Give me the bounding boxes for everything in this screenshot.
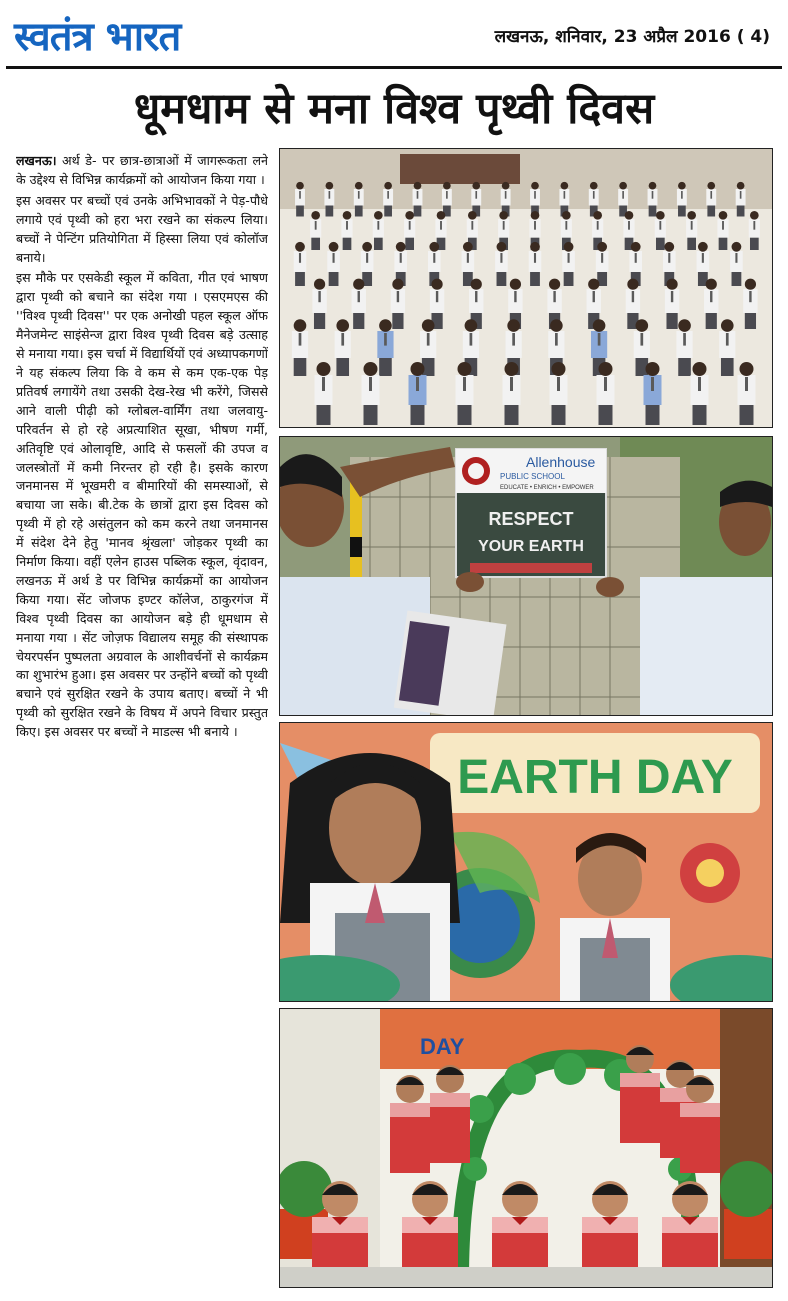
photo-respect-earth-poster [279,436,773,716]
poster-line-2: YOUR EARTH [478,538,584,555]
crowd-student [383,182,393,217]
crowd-student [655,211,666,250]
crowd-student [665,279,679,329]
crowd-student [618,182,628,217]
crowd-student [409,362,427,425]
crowd-student [413,182,423,217]
crowd-student [324,182,334,217]
crowd-student [648,182,658,217]
article-body [16,152,268,1282]
crowd-student [738,362,756,425]
crowd-student [361,242,374,286]
crowd-student [691,362,709,425]
crowd-student [597,362,615,425]
poster-line-1: RESPECT [488,509,574,529]
crowd-student [404,211,415,250]
crowd-student [362,362,380,425]
article-paragraph-3: इस मौके पर एसकेडी स्कूल में कविता, गीत एवं भाषण द्वारा पृथ्वी को बचाने का संदेश गया । एसएमएस की ''विश्व पृथ्वी दिवस'' पर एक अनोखी पहल स्कूल ऑफ मैनेजमेन्ट साइंसेन्ज द्वारा विश्व पृथ्वी दिवस बड़े उत्साह से मनाया गया। इस चर्चा में विद्यार्थियों एवं अध्यापकगणों ने यह संकल्प लिया कि वे कम से कम एक-एक पेड़ प्रतिवर्ष लगायेंगे तथा उसकी देख-रेख भी करेंगे, जिससे आने वाली पीढ़ी को ग्लोबल-वार्मिंग तथा जलवायु-परिवर्तन से हो रहे अप्रत्याशित सूखा, भीषण गर्मी, अतिवृष्टि एवं ओलावृष्टि, आदि से फसलों की उपज व जलस्त्रोतों में कमी निरन्तर हो रही है। इसके कारण जनमानस में भूखमरी व बीमारियों की समस्याओं, से बचाया जा सके। बी.टेक के छात्रों द्वारा इस दिवस को पृथ्वी में हो रहे असंतुलन को कम करने तथा जनमानस में संदेश देने हेतु 'मानव श्रृंखला' जोड़कर पृथ्वी का निर्माण किया। वहीं एलेन हाउस पब्लिक स्कूल, वृंदावन, लखनऊ में अर्थ डे पर विभिन्न कार्यक्रमों का आयोजन किया गया। सेंट जोजफ इण्टर कॉलेज, ठाकुरगंज में विश्व पृथ्वी दिवस का आयोजन बड़े ही धूमधाम से मनाया गया । सेंट जोज़फ विद्यालय समूह की संस्थापक चेयरपर्सन पुष्पलता अग्रवाल के आशीवर्चनों से कार्यक्रम का शुभारंभ हुआ। इस अवसर पर उन्होंने बच्चों को पृथ्वी बचाने एवं सुरक्षित रखने के उपाय बताए। बच्चों ने भी पृथ्वी को सुरक्षित रखने के विषय में अपने विचार प्रस्तुत किए। इस अवसर पर बच्चों ने माडल्स भी बनाये । [16,270,268,740]
crowd-student [310,211,321,250]
crowd-student [495,242,508,286]
crowd-student [644,362,662,425]
crowd-student [335,319,351,376]
crowd-student [312,279,326,329]
edition-dateline: लखनऊ, शनिवार, 23 अप्रैल 2016 ( 4) [494,27,770,47]
headline: धूमधाम से मना विश्व पृथ्वी दिवस [133,84,655,134]
day-banner: DAY [420,1034,465,1059]
photo-earth-day-image [280,723,772,1001]
crowd-student [295,182,305,217]
crowd-student [676,319,692,376]
crowd-student [596,242,609,286]
crowd-student [529,242,542,286]
crowd-student [391,279,405,329]
crowd-student [550,362,568,425]
crowd-student [749,211,760,250]
crowd-student [377,319,393,376]
article-location: लखनऊ। [16,153,57,168]
crowd-student [686,211,697,250]
crowd-student [719,319,735,376]
newspaper-name: स्वतंत्र भारत [14,12,181,60]
photo-kids-plant-arch [279,1008,773,1288]
poster-school-sub: PUBLIC SCHOOL [500,472,565,481]
crowd-student [352,279,366,329]
crowd-student [562,242,575,286]
newspaper-logo [14,8,180,60]
crowd-student [704,279,718,329]
article-paragraph-1-text: अर्थ डे- पर छात्र-छात्राओं में जागरूकता लने के उद्देश्य से विभिन्न कार्यक्रमों को आयोजन किया गया । [16,153,268,187]
earth-day-banner: EARTH DAY [457,751,733,804]
crowd-student [456,362,474,425]
photo-respect-earth-image [280,437,772,715]
crowd-student [677,182,687,217]
photo-students-courtyard [279,148,773,428]
article-paragraph-2: इस अवसर पर बच्चों एवं उनके अभिभावकों ने पेड़-पौधे लगाये एवं पृथ्वी को हरा भरा रखने का संकल्प लिया। बच्चों ने पेन्टिंग प्रतियोगिता में हिस्सा लिया एवं कोलॉज बनाये। [16,192,268,265]
poster-school-name: Allenhouse [526,454,596,470]
crowd-student [697,242,710,286]
crowd-student [354,182,364,217]
article-paragraph-1 [16,152,268,190]
crowd-student [442,182,452,217]
crowd-student [730,242,743,286]
photo-earth-day-students [279,722,773,1002]
crowd-student [462,242,475,286]
crowd-student [315,362,333,425]
crowd-student [292,319,308,376]
crowd-student [327,242,340,286]
photo-students-courtyard-image [280,149,772,427]
crowd-student [717,211,728,250]
crowd-student [341,211,352,250]
crowd-student [373,211,384,250]
crowd-student [743,279,757,329]
photo-kids-plant-image [280,1009,772,1287]
masthead [8,6,780,64]
masthead-rule [6,66,782,69]
crowd-student [294,242,307,286]
crowd-student [706,182,716,217]
poster-tagline: EDUCATE • ENRICH • EMPOWER [500,485,594,491]
crowd-student [503,362,521,425]
crowd-student [736,182,746,217]
